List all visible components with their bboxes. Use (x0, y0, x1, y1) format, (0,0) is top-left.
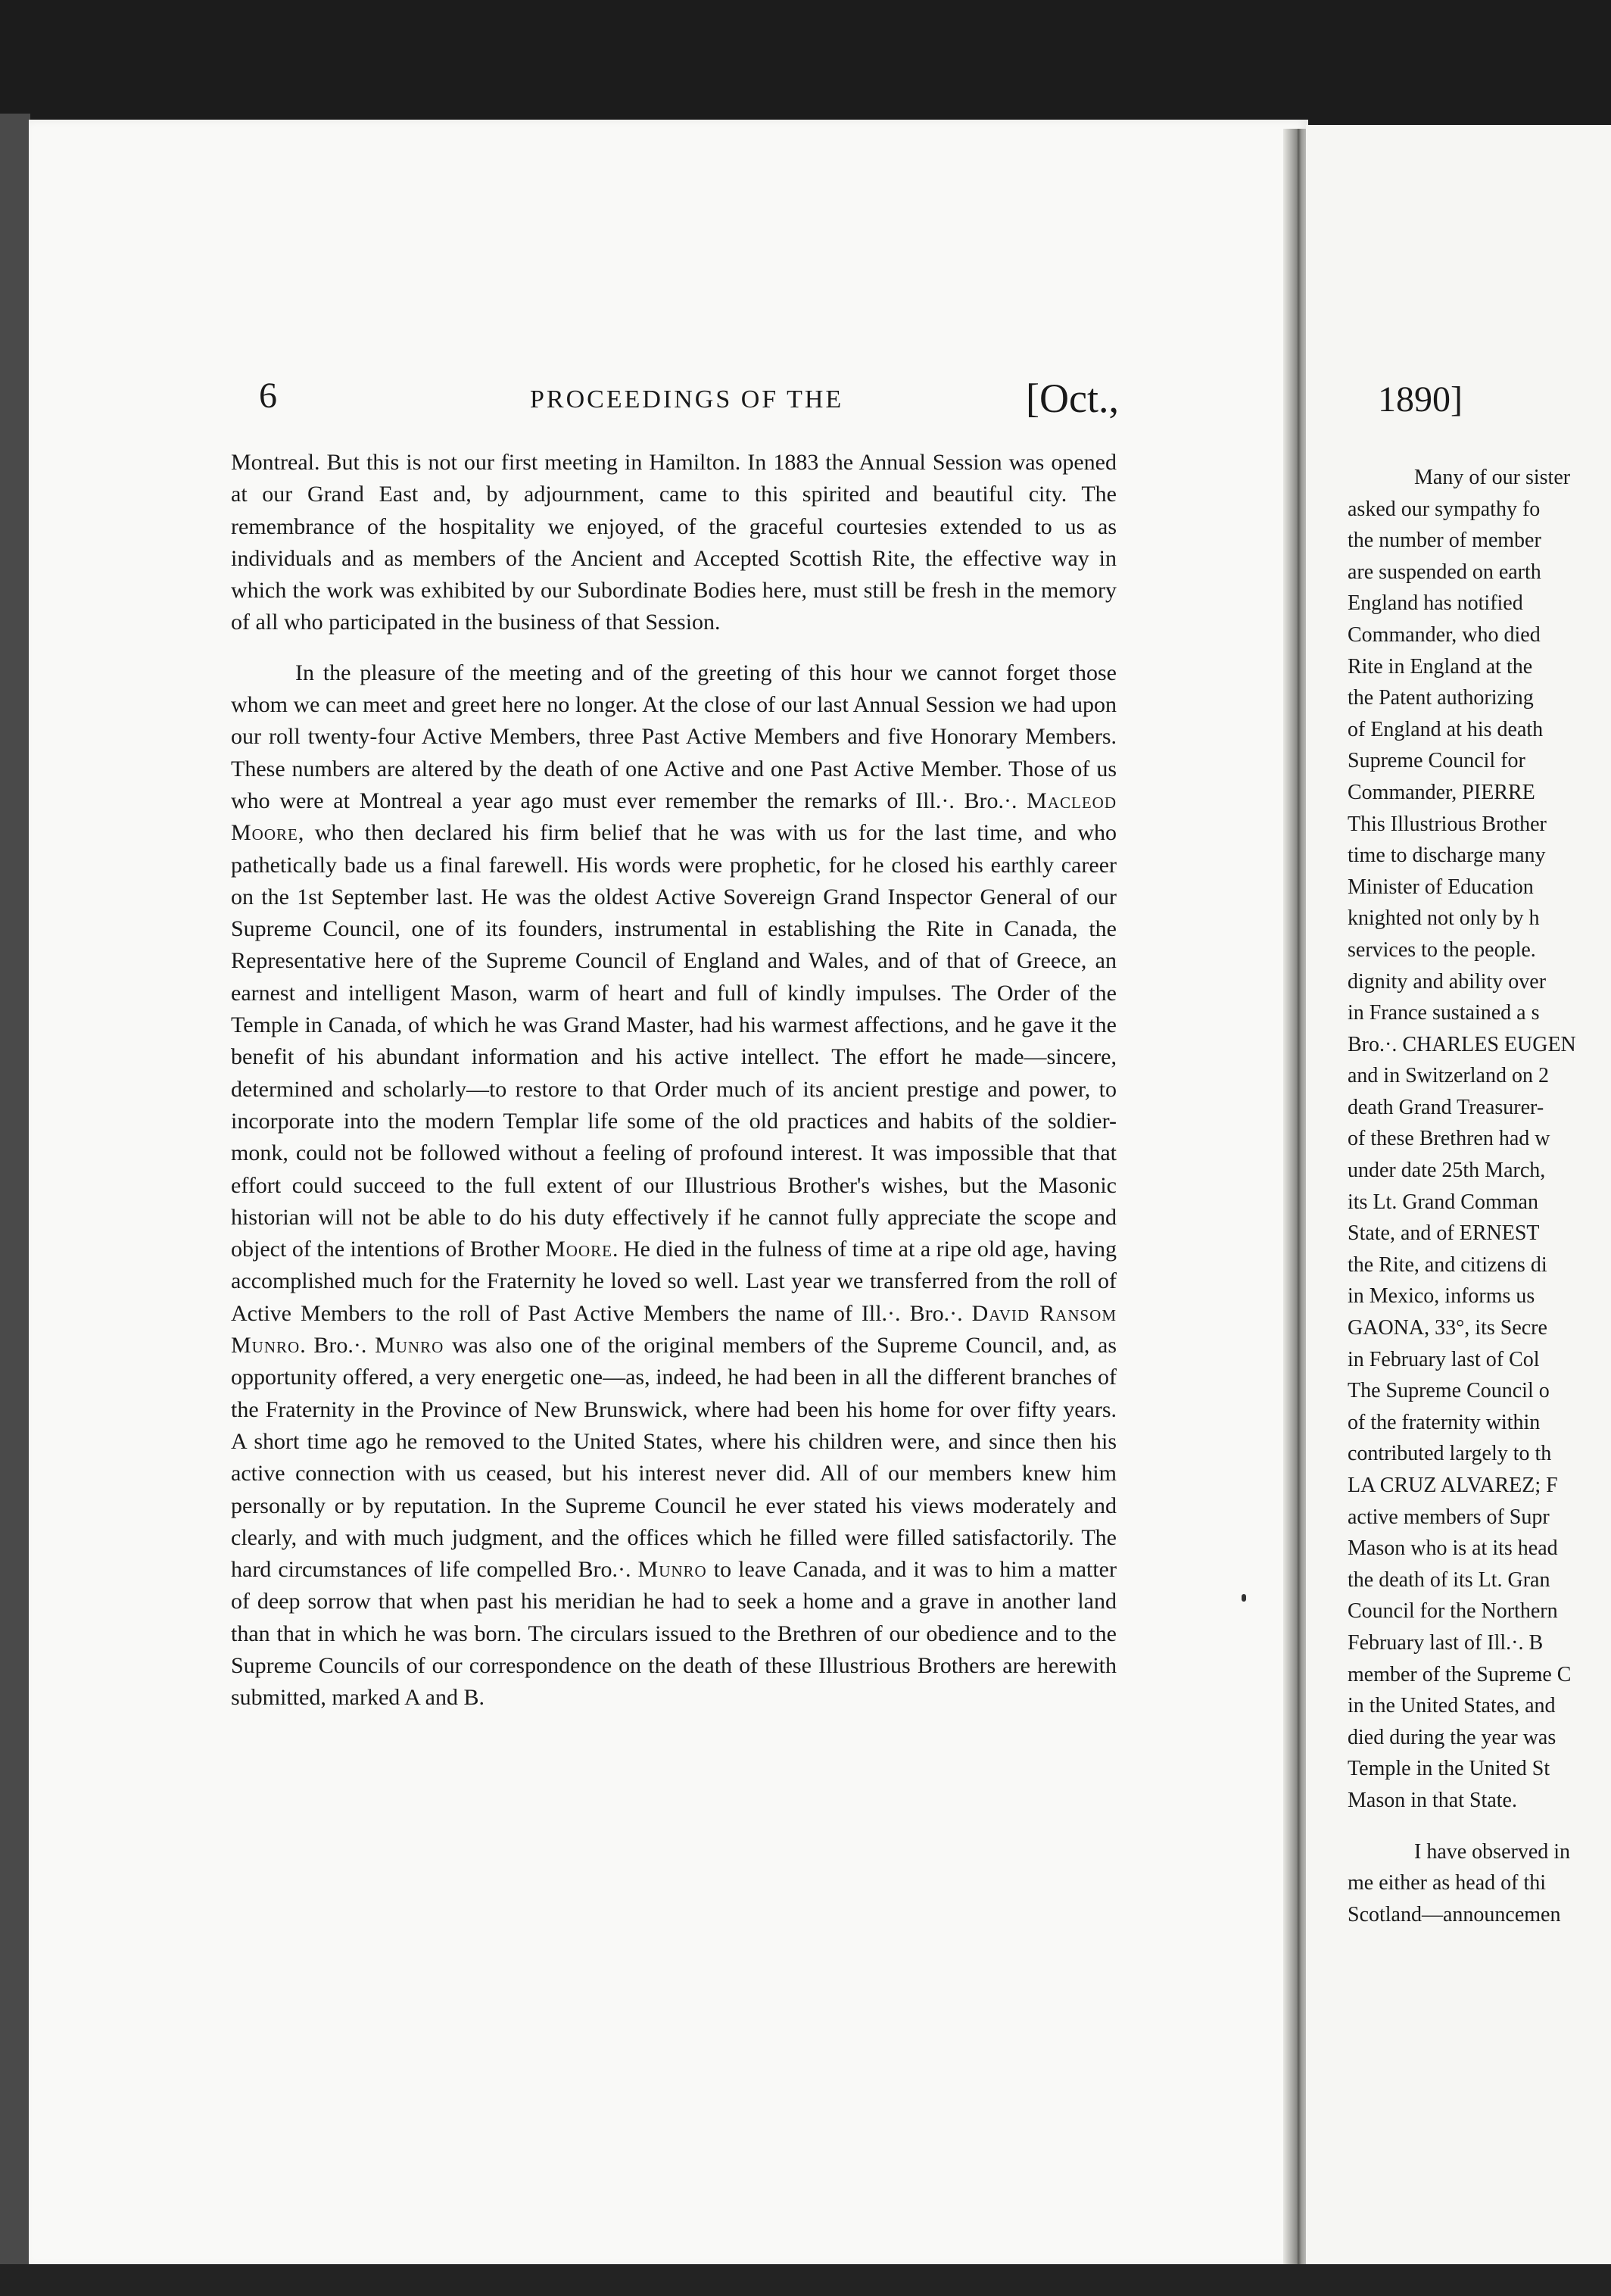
right-page (1306, 125, 1611, 2266)
right-page-line: February last of Ill.·. B (1348, 1630, 1544, 1655)
scan-speck (1242, 1594, 1246, 1602)
paragraph-2: In the pleasure of the meeting and of the greeting of this hour we cannot forget those whom we can meet and greet here no longer. At the close of our last Annual Session we had upon our roll twenty-four Active Members, three Past Active Members and five Honorary Members. These numbers are altered by the death of one Active and one Past Active Member. Those of us who were at Montreal a year ago must ever remember the remarks of Ill.·. Bro.·. Macleod Moore, who then declared his firm belief that he was with us for the last time, and who pathetically bade us a final farewell. His words were prophetic, for he closed his earthly career on the 1st September last. He was the oldest Active Sovereign Grand Inspector General of our Supreme Council, one of its founders, instrumental in establishing the Rite in Canada, the Representative here of the Supreme Council of England and Wales, and of that of Greece, an earnest and intelligent Mason, warm of heart and full of kindly impulses. The Order of the Temple in Canada, of which he was Grand Master, had his warmest affections, and he gave it the benefit of his abundant information and his active intellect. The effort he made—sincere, determined and scholarly—to restore to that Order much of its ancient prestige and power, to incorporate into the modern Templar life some of the old practices and habits of the soldier-monk, could not be followed without a feeling of profound interest. It was impossible that that effort could succeed to the full extent of our Illustrious Brother's wishes, but the Masonic historian will not be able to do his duty effectively if he cannot fully appreciate the scope and object of the intentions of Brother Moore. He died in the fulness of time at a ripe old age, having accomplished much for the Fraternity he loved so well. Last year we transferred from the roll of Active Members to the roll of Past Active Members the name of Ill.·. Bro.·. David Ransom Munro. Bro.·. Munro was also one of the original members of the Supreme Council, and, as opportunity offered, a very energetic one—as, indeed, he had been in all the different branches of the Fraternity in the Province of New Brunswick, where had been his home for over fifty years. A short time ago he removed to the United States, where his children were, and since then his active connection with us ceased, but his interest never did. All of our members knew him personally or by reputation. In the Supreme Council he ever stated his views moderately and clearly, and with much judgment, and the offices which he filled were filled satisfactorily. The hard circumstances of life compelled Bro.·. Munro to leave Canada, and it was to him a matter of deep sorrow that when past his meridian he had to seek a home and a grave in another land than that in which he was born. The circulars issued to the Brethren of our obedience and to the Supreme Councils of our correspondence on the death of these Illustrious Brothers are herewith submitted, marked A and B. (231, 660, 1117, 1711)
name-moore: Moore (545, 1237, 612, 1262)
right-page-line: and in Switzerland on 2 (1348, 1064, 1549, 1088)
right-page-line: of these Brethren had w (1348, 1127, 1550, 1151)
right-page-line: active members of Supr (1348, 1505, 1550, 1529)
paragraph-1: Montreal. But this is not our first meeting in Hamilton. In 1883 the Annual Session was opened at our Grand East and, by adjournment, came to this spirited and beautiful city. The remembrance of the hospitality we enjoyed, of the graceful courtesies extended to us as individuals and as members of the Ancient and Accepted Scottish Rite, the effective way in which the work was exhibited by our Subordinate Bodies here, must still be fresh in the memory of all who participated in the business of that Session. (231, 450, 1117, 635)
left-page (29, 120, 1308, 2266)
right-page-line: in France sustained a s (1348, 1001, 1540, 1025)
right-page-line: time to discharge many (1348, 844, 1546, 868)
right-page-line: asked our sympathy fo (1348, 497, 1541, 521)
right-page-line: of England at his death (1348, 717, 1544, 741)
body-text (231, 447, 1117, 1733)
right-page-line: Scotland—announcemen (1348, 1902, 1561, 1926)
right-page-line: the number of member (1348, 529, 1541, 553)
right-page-line: death Grand Treasurer- (1348, 1095, 1544, 1119)
right-page-line: The Supreme Council o (1348, 1379, 1550, 1403)
right-page-line: the Rite, and citizens di (1348, 1253, 1547, 1277)
right-page-line: Mason in that State. (1348, 1788, 1517, 1812)
right-page-line: This Illustrious Brother (1348, 812, 1547, 836)
right-page-line: in the United States, and (1348, 1694, 1556, 1718)
right-page-line: Council for the Northern (1348, 1599, 1558, 1624)
right-page-line: me either as head of thi (1348, 1871, 1547, 1895)
right-page-line: Mason who is at its head (1348, 1536, 1558, 1561)
name-david-ransom-munro: David Ransom Munro (231, 1300, 1117, 1359)
page-number: 6 (259, 376, 277, 416)
right-page-line: member of the Supreme C (1348, 1662, 1572, 1686)
right-page-line: contributed largely to th (1348, 1442, 1552, 1466)
right-page-line: dignity and ability over (1348, 969, 1547, 994)
running-head: PROCEEDINGS OF THE (530, 385, 844, 413)
right-page-line: Minister of Education (1348, 875, 1534, 899)
right-page-line: Commander, PIERRE (1348, 780, 1535, 804)
right-page-line: LA CRUZ ALVAREZ; F (1348, 1474, 1558, 1497)
right-page-line: under date 25th March, (1348, 1159, 1546, 1183)
name-macleod-moore: Macleod Moore (231, 788, 1117, 846)
right-page-line: Rite in England at the (1348, 654, 1533, 679)
name-munro-2: Munro (637, 1557, 707, 1583)
right-page-line: the Patent authorizing (1348, 686, 1534, 710)
scan-background-top (0, 0, 1611, 133)
right-page-line: I have observed in (1414, 1839, 1571, 1864)
name-munro: Munro (375, 1333, 444, 1359)
right-page-line: the death of its Lt. Gran (1348, 1568, 1550, 1592)
right-page-line: its Lt. Grand Comman (1348, 1190, 1538, 1214)
right-page-line: in Mexico, informs us (1348, 1284, 1535, 1309)
right-page-text (1348, 462, 1611, 1930)
right-page-line: State, and of ERNEST (1348, 1221, 1540, 1246)
right-page-line: knighted not only by h (1348, 906, 1540, 931)
page-header (227, 375, 1211, 435)
right-page-line: Bro.·. CHARLES EUGEN (1348, 1032, 1576, 1056)
right-page-line: Supreme Council for (1348, 749, 1525, 773)
right-page-line: died during the year was (1348, 1725, 1556, 1749)
right-page-line: Commander, who died (1348, 622, 1541, 647)
right-page-line: Temple in the United St (1348, 1757, 1550, 1781)
right-page-line: of the fraternity within (1348, 1410, 1541, 1434)
right-page-line: services to the people. (1348, 937, 1536, 962)
right-page-line: GAONA, 33°, its Secre (1348, 1316, 1547, 1340)
right-page-line: Many of our sister (1414, 466, 1571, 489)
header-date: [Oct., (1026, 376, 1119, 421)
header-date-right: 1890] (1378, 379, 1463, 420)
scan-background-left (0, 114, 30, 2296)
right-page-line: are suspended on earth (1348, 560, 1541, 584)
scan-background-bottom (0, 2264, 1611, 2296)
right-page-line: England has notified (1348, 591, 1523, 616)
paragraph-gap (1348, 1817, 1611, 1836)
right-page-line: in February last of Col (1348, 1347, 1540, 1371)
